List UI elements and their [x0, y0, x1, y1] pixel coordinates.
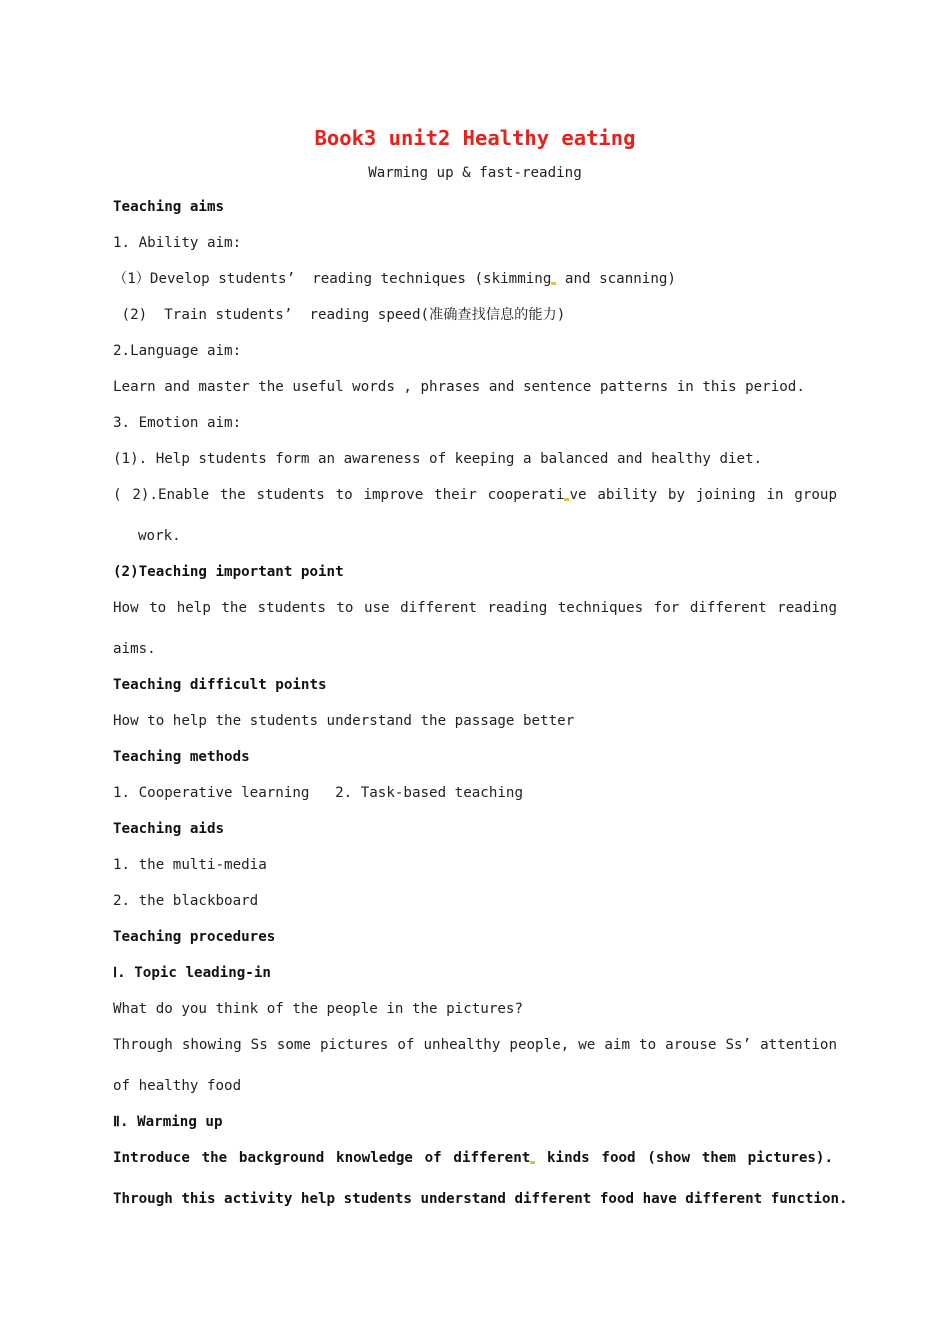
difficult-points-heading: Teaching difficult points [113, 677, 327, 693]
emotion-aim-item-1: (1). Help students form an awareness of keeping a balanced and healthy diet. [113, 451, 763, 467]
step1-heading: Ⅰ. Topic leading-in [113, 965, 271, 981]
important-point-text: How to help the students to use different reading techniques for different reading [113, 600, 837, 616]
step1-question: What do you think of the people in the pictures? [113, 1001, 523, 1017]
aids-item-1: 1. the multi-media [113, 857, 267, 873]
emotion-aim-item-2-part-b: ve ability by joining in group [569, 487, 838, 503]
ability-aim-item-1-part-b: and scanning) [556, 271, 676, 287]
ability-aim-item-2: (2) Train students’ reading speed(准确查找信息的能力) [113, 307, 566, 323]
methods-text: 1. Cooperative learning 2. Task-based teaching [113, 785, 523, 801]
document-subtitle: Warming up & fast-reading [368, 165, 582, 181]
procedures-heading: Teaching procedures [113, 929, 276, 945]
step2-text-part-a: Introduce the background knowledge of different [113, 1150, 531, 1166]
language-aim-label: 2.Language aim: [113, 343, 242, 359]
aids-item-2: 2. the blackboard [113, 893, 259, 909]
step2-text-part-b: kinds food (show them pictures). [535, 1150, 833, 1166]
methods-heading: Teaching methods [113, 749, 250, 765]
emotion-aim-label: 3. Emotion aim: [113, 415, 242, 431]
important-point-heading: (2)Teaching important point [113, 564, 344, 580]
step1-text-continued: of healthy food [113, 1078, 242, 1094]
emotion-aim-item-2-part-a: ( 2).Enable the students to improve their cooperati [113, 487, 565, 503]
emotion-aim-item-2-continued: work. [138, 528, 181, 544]
emotion-aim-item-2 [113, 485, 837, 505]
step2-text-continued: Through this activity help students understand different food have different function. [113, 1191, 848, 1207]
important-point-text-continued: aims. [113, 641, 156, 657]
difficult-points-text: How to help the students understand the passage better [113, 713, 575, 729]
step2-text [113, 1148, 833, 1168]
teaching-aims-heading: Teaching aims [113, 199, 225, 215]
ability-aim-item-1 [113, 269, 676, 289]
ability-aim-label: 1. Ability aim: [113, 235, 242, 251]
document-title: Book3 unit2 Healthy eating [314, 126, 636, 150]
aids-heading: Teaching aids [113, 821, 225, 837]
ability-aim-item-1-part-a: （1）Develop students’ reading techniques (skimming [113, 271, 552, 287]
language-aim-text: Learn and master the useful words , phrases and sentence patterns in this period. [113, 379, 805, 395]
step2-heading: Ⅱ. Warming up [113, 1114, 223, 1130]
step1-text: Through showing Ss some pictures of unhealthy people, we aim to arouse Ss’ attention [113, 1037, 837, 1053]
